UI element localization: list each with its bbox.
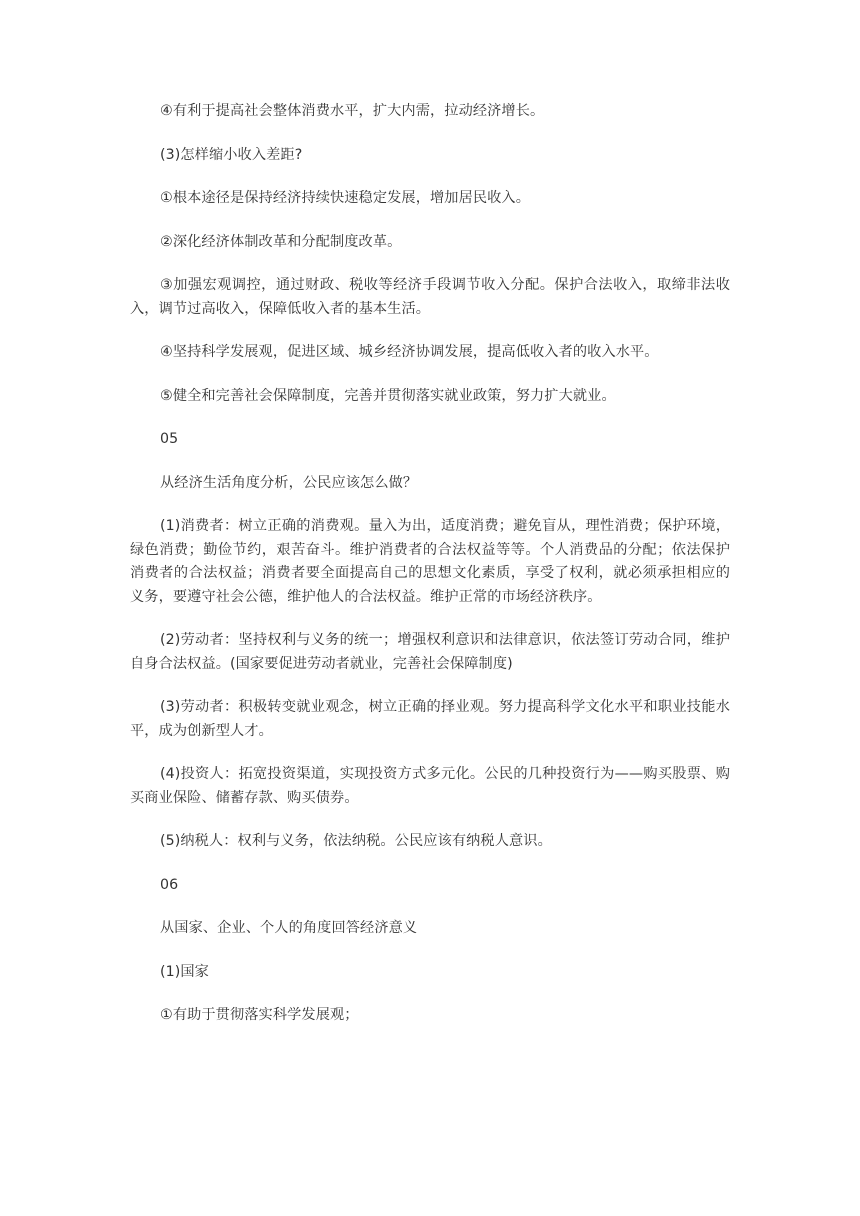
- document-body: [130, 100, 730, 1048]
- paragraph-item-4-scientific-development: ④坚持科学发展观，促进区域、城乡经济协调发展，提高低收入者的收入水平。: [160, 344, 659, 360]
- section-number-06: 06: [160, 876, 179, 893]
- paragraph-consumer: (1)消费者：树立正确的消费观。量入为出，适度消费；避免盲从，理性消费；保护环境，绿色消费；勤俭节约，艰苦奋斗。维护消费者的合法权益等等。个人消费品的分配；依法保护消费者的合法权益；消费者要全面提高自己的思想文化素质，享受了权利，就必须承担相应的义务，要遵守社会公德，维护他人的合法权益。维护正常的市场经济秩序。: [130, 518, 730, 605]
- paragraph-item-1-fundamental-way: ①根本途径是保持经济持续快速稳定发展，增加居民收入。: [160, 190, 531, 206]
- subheading-country: (1)国家: [160, 963, 209, 980]
- paragraph-item-4-consumption: ④有利于提高社会整体消费水平，扩大内需，拉动经济增长。: [160, 103, 545, 119]
- paragraph-item-2-reform: ②深化经济体制改革和分配制度改革。: [160, 233, 402, 250]
- paragraph-taxpayer: (5)纳税人：权利与义务，依法纳税。公民应该有纳税人意识。: [160, 833, 552, 849]
- section-heading-economic-significance: 从国家、企业、个人的角度回答经济意义: [160, 920, 418, 936]
- paragraph-laborer-rights: (2)劳动者：坚持权利与义务的统一；增强权利意识和法律意识，依法签订劳动合同，维护自身合法权益。(国家要促进劳动者就业，完善社会保障制度): [130, 632, 730, 672]
- paragraph-item-3-macro-control: ③加强宏观调控，通过财政、税收等经济手段调节收入分配。保护合法收入，取缔非法收入，调节过高收入，保障低收入者的基本生活。: [130, 277, 730, 317]
- paragraph-investor: (4)投资人：拓宽投资渠道，实现投资方式多元化。公民的几种投资行为——购买股票、购买商业保险、储蓄存款、购买债券。: [130, 766, 730, 806]
- paragraph-item-5-social-security: ⑤健全和完善社会保障制度，完善并贯彻落实就业政策，努力扩大就业。: [160, 387, 616, 404]
- section-heading-citizens: 从经济生活角度分析，公民应该怎么做？: [160, 474, 418, 491]
- question-heading-narrow-income-gap: (3)怎样缩小收入差距?: [160, 146, 303, 163]
- section-number-05: 05: [160, 431, 179, 447]
- paragraph-item-1-scientific-outlook: ①有助于贯彻落实科学发展观；: [160, 1007, 359, 1023]
- paragraph-laborer-employment: (3)劳动者：积极转变就业观念，树立正确的择业观。努力提高科学文化水平和职业技能水平，成为创新型人才。: [130, 699, 730, 739]
